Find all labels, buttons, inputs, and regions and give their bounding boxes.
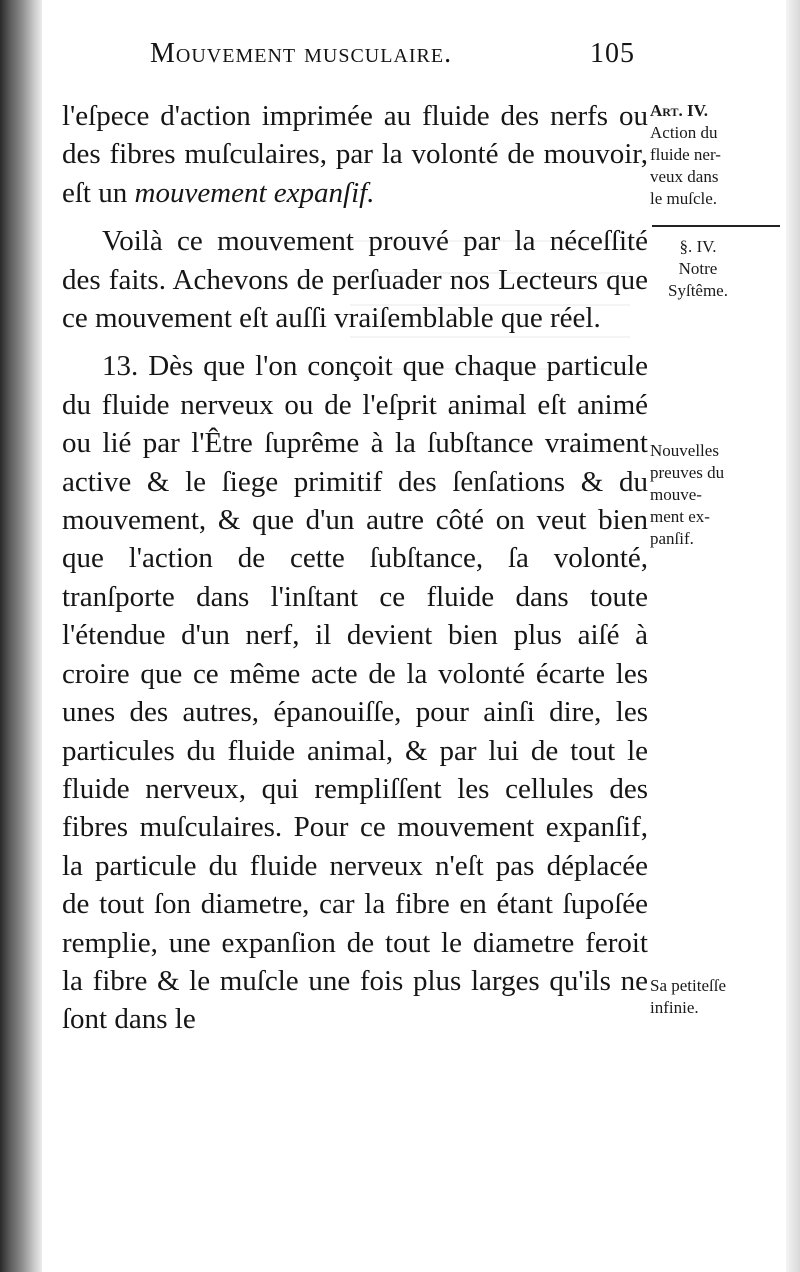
paragraph-2-text: Voilà ce mouvement prouvé par la néceſſité des faits. Achevons de perſuader nos Lecteurs que ce mouvement eſt auſſi vraiſemblable que réel. <box>62 225 648 335</box>
binding-gutter-shadow <box>0 0 42 1272</box>
page-number: 105 <box>590 38 635 69</box>
margin-note-proofs-line: preuves du <box>650 463 725 482</box>
paragraph-1-text: l'eſpece d'action imprimée au fluide des nerfs ou des fibres muſculaires, par la volonté de mouvoir, eſt un <box>62 100 648 209</box>
paragraph-1 <box>62 97 648 212</box>
margin-note-smallness-line: infinie. <box>650 998 699 1017</box>
margin-note-section-line: Notre <box>678 259 718 278</box>
margin-note-article-line: Art. IV. <box>650 101 708 120</box>
margin-note-article-line: fluide ner- <box>650 145 721 164</box>
margin-note-article-line: Action du <box>650 123 718 142</box>
paragraph-3-text: 13. Dès que l'on conçoit que chaque particule du fluide nerveux ou de l'eſprit animal eſt animé ou lié par l'Être ſuprême à la ſubſtance vraiment active & le ſiege primitif des ſenſations & du mouvement, & que d'un autre côté on veut bien que l'action de cette ſubſtance, ſa volonté, tranſporte dans l'inſtant ce fluide dans toute l'étendue d'un nerf, il devient bien plus aiſé à croire que ce même acte de la volonté écarte les unes des autres, épanouiſſe, pour ainſi dire, les particules du fluide animal, & par lui de tout le fluide nerveux, qui rempliſſent les cellules des fibres muſculaires. Pour ce mouvement expanſif, la particule du fluide nerveux n'eſt pas déplacée de tout ſon diametre, car la fibre en étant ſupoſée remplie, une expanſion de tout le diametre feroit la fibre & le muſcle une fois plus larges qu'ils ne ſont dans le <box>62 350 648 1036</box>
margin-note-proofs-line: mouve- <box>650 485 702 504</box>
margin-note-smallness <box>650 975 768 1019</box>
margin-note-article-line: veux dans <box>650 167 719 186</box>
paragraph-1-italic-term: mouvement expanſif. <box>134 176 375 209</box>
page-edge-shadow <box>786 0 800 1272</box>
margin-note-section <box>650 236 746 302</box>
margin-note-article <box>650 100 768 210</box>
running-header <box>150 38 710 70</box>
header-title: Mouvement musculaire. <box>150 38 453 69</box>
margin-note-proofs-line: panſif. <box>650 529 694 548</box>
margin-note-smallness-line: Sa petiteſſe <box>650 976 727 995</box>
margin-note-proofs <box>650 440 768 550</box>
margin-rule-divider <box>652 225 780 227</box>
margin-note-section-line: Syſtême. <box>668 281 728 300</box>
margin-note-proofs-line: Nouvelles <box>650 441 719 460</box>
margin-note-proofs-line: ment ex- <box>650 507 710 526</box>
margin-note-article-line: le muſcle. <box>650 189 718 208</box>
paragraph-2 <box>62 222 648 337</box>
margin-note-section-line: §. IV. <box>679 237 717 256</box>
main-text-column <box>62 97 648 1039</box>
paragraph-3 <box>62 347 648 1038</box>
